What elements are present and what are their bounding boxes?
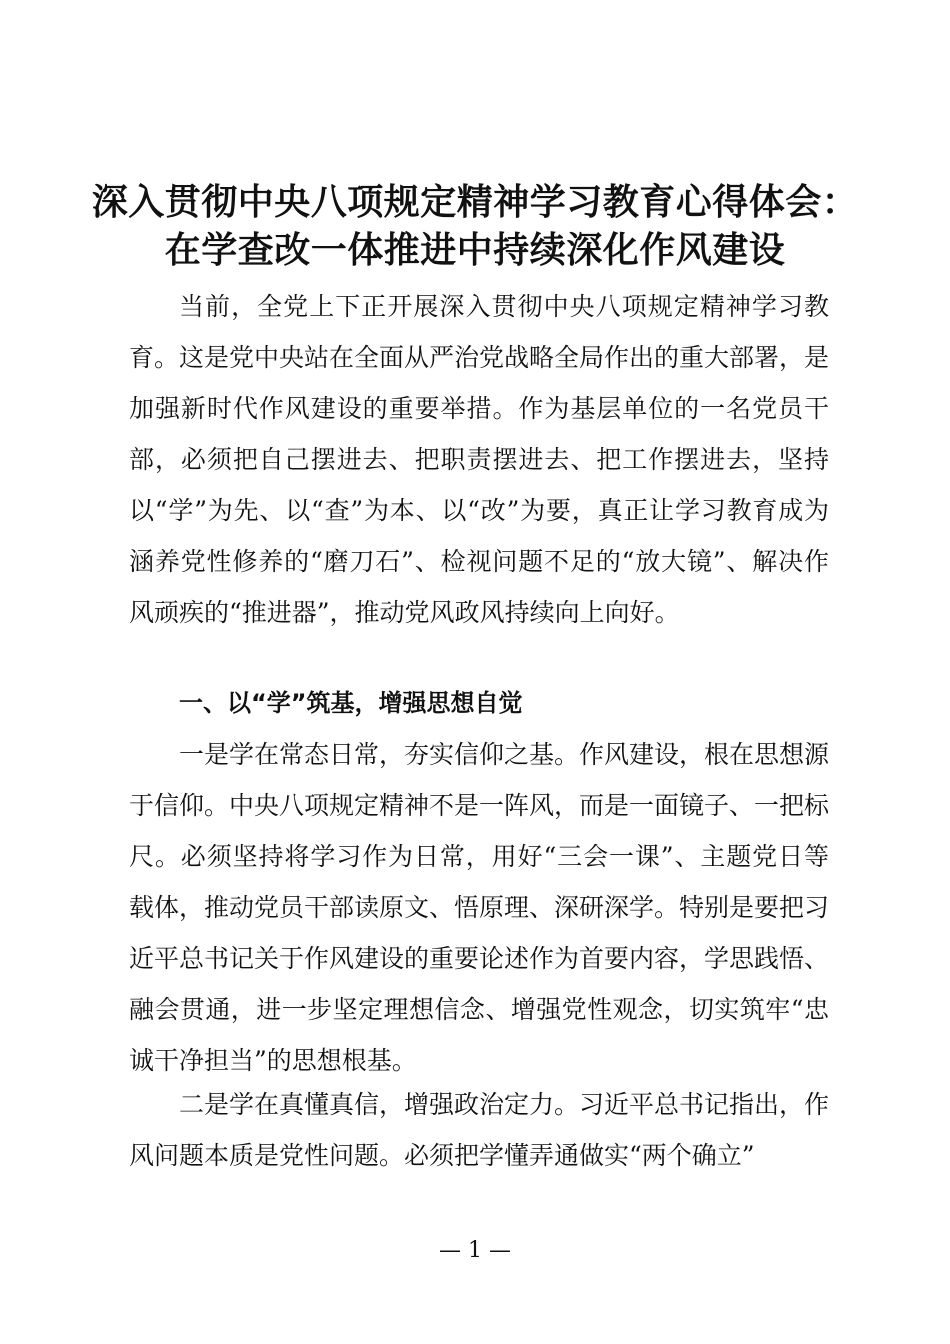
intro-paragraph: 当前，全党上下正开展深入贯彻中央八项规定精神学习教育。这是党中央站在全面从严治党战略全局作出的重大部署，是加强新时代作风建设的重要举措。作为基层单位的一名党员干部，必须把自己摆进去、把职责摆进去、把工作摆进去，坚持以“学”为先、以“查”为本、以“改”为要，真正让学习教育成为涵养党性修养的“磨刀石”、检视问题不足的“放大镜”、解决作风顽疾的“推进器”，推动党风政风持续向上向好。 — [129, 292, 830, 627]
page-number: — 1 — — [439, 1238, 511, 1263]
body-paragraph-2: 二是学在真懂真信，增强政治定力。习近平总书记指出，作风问题本质是党性问题。必须把学懂弄通做实“两个确立” — [129, 1090, 830, 1170]
document-title-line-2: 在学查改一体推进中持续深化作风建设 — [164, 229, 786, 271]
body-paragraph-1: 一是学在常态日常，夯实信仰之基。作风建设，根在思想源于信仰。中央八项规定精神不是一阵风，而是一面镜子、一把标尺。必须坚持将学习作为日常，用好“三会一课”、主题党日等载体，推动党员干部读原文、悟原理、深研深学。特别是要把习近平总书记关于作风建设的重要论述作为首要内容，学思践悟、融会贯通，进一步坚定理想信念、增强党性观念，切实筑牢“忠诚干净担当”的思想根基。 — [129, 740, 830, 1075]
document-title-line-1: 深入贯彻中央八项规定精神学习教育心得体会： — [91, 181, 859, 223]
section-heading: 一、以“学”筑基，增强思想自觉 — [179, 689, 523, 717]
